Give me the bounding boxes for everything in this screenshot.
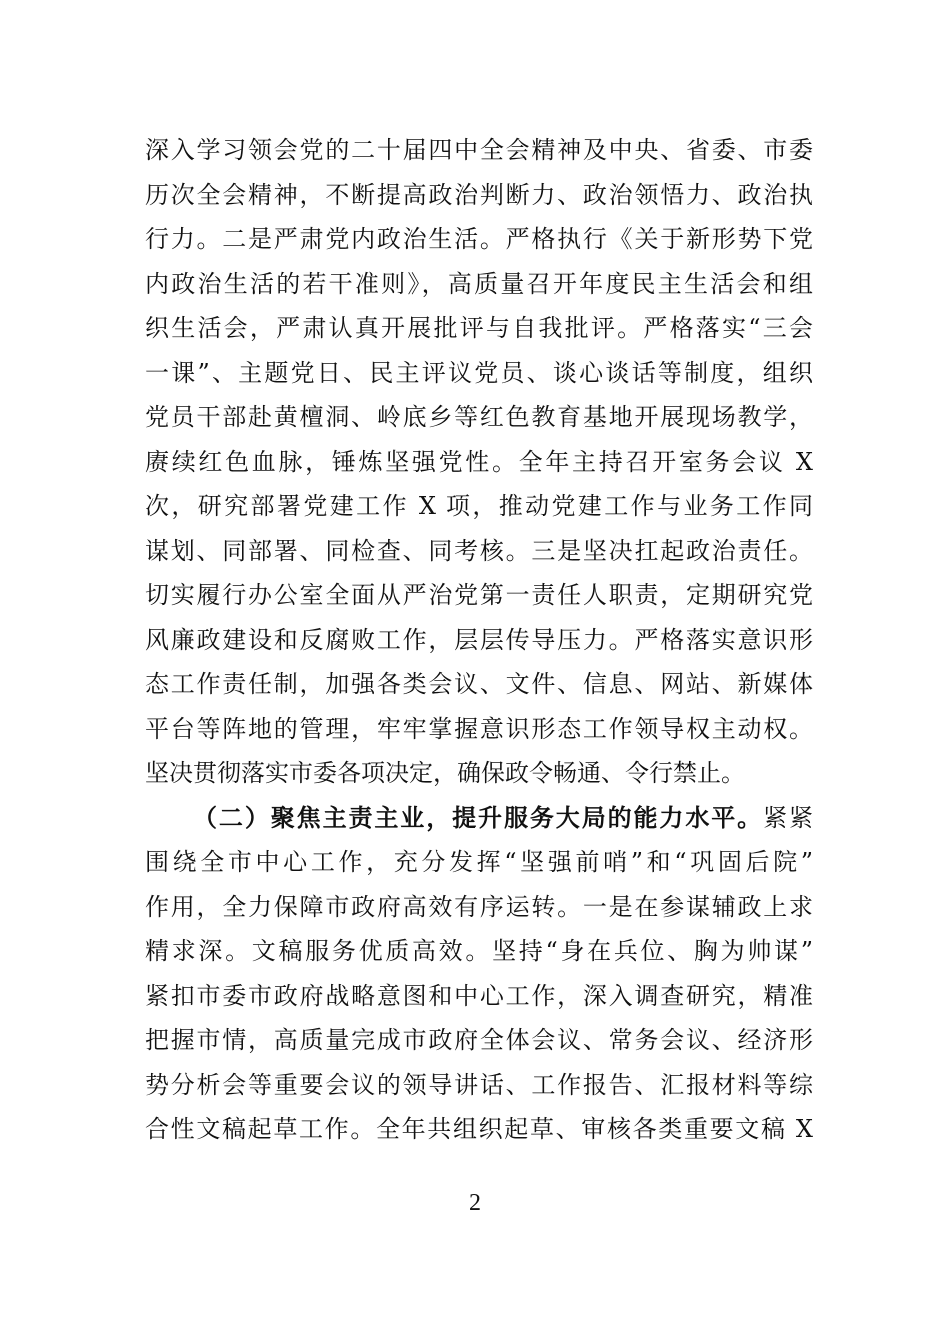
text-line: 行力。二是严肃党内政治生活。严格执行《关于新形势下党 [145,225,813,253]
text-line: 合性文稿起草工作。全年共组织起草、审核各类重要文稿 X [145,1115,813,1143]
text-line: 织生活会，严肃认真开展批评与自我批评。严格落实“三会 [145,314,813,342]
text-line: 次，研究部署党建工作 X 项，推动党建工作与业务工作同 [145,492,813,520]
body-text [145,128,813,1152]
text-line: 坚决贯彻落实市委各项决定，确保政令畅通、令行禁止。 [145,759,745,787]
section-heading-continuation: 紧紧 [763,803,814,832]
text-line: 平台等阵地的管理，牢牢掌握意识形态工作领导权主动权。 [145,714,813,743]
text-line: 历次全会精神，不断提高政治判断力、政治领悟力、政治执 [145,180,813,209]
text-line: 深入学习领会党的二十届四中全会精神及中央、省委、市委 [145,136,813,164]
text-line: 精求深。文稿服务优质高效。坚持“身在兵位、胸为帅谋” [145,937,813,965]
text-line: 党员干部赴黄檀洞、岭底乡等红色教育基地开展现场教学， [145,403,813,431]
text-line: 切实履行办公室全面从严治党第一责任人职责，定期研究党 [145,581,813,609]
text-line: 作用，全力保障市政府高效有序运转。一是在参谋辅政上求 [145,892,813,921]
text-line: 一课”、主题党日、民主评议党员、谈心谈话等制度，组织 [145,358,813,387]
text-line: 围绕全市中心工作，充分发挥“坚强前哨”和“巩固后院” [145,848,813,876]
section-heading-line [145,796,813,841]
text-line: 风廉政建设和反腐败工作，层层传导压力。严格落实意识形 [145,625,813,654]
text-line: 内政治生活的若干准则》，高质量召开年度民主生活会和组 [145,269,813,298]
text-line: 赓续红色血脉，锤炼坚强党性。全年主持召开室务会议 X [145,447,813,476]
text-line: 势分析会等重要会议的领导讲话、工作报告、汇报材料等综 [145,1070,813,1099]
text-line: 紧扣市委市政府战略意图和中心工作，深入调查研究，精准 [145,981,813,1010]
text-line: 态工作责任制，加强各类会议、文件、信息、网站、新媒体 [145,670,813,698]
page-number: 2 [469,1190,481,1216]
text-line: 谋划、同部署、同检查、同考核。三是坚决扛起政治责任。 [145,536,813,565]
section-heading: （二）聚焦主责主业，提升服务大局的能力水平。 [193,802,764,832]
text-line: 把握市情，高质量完成市政府全体会议、常务会议、经济形 [145,1026,813,1054]
